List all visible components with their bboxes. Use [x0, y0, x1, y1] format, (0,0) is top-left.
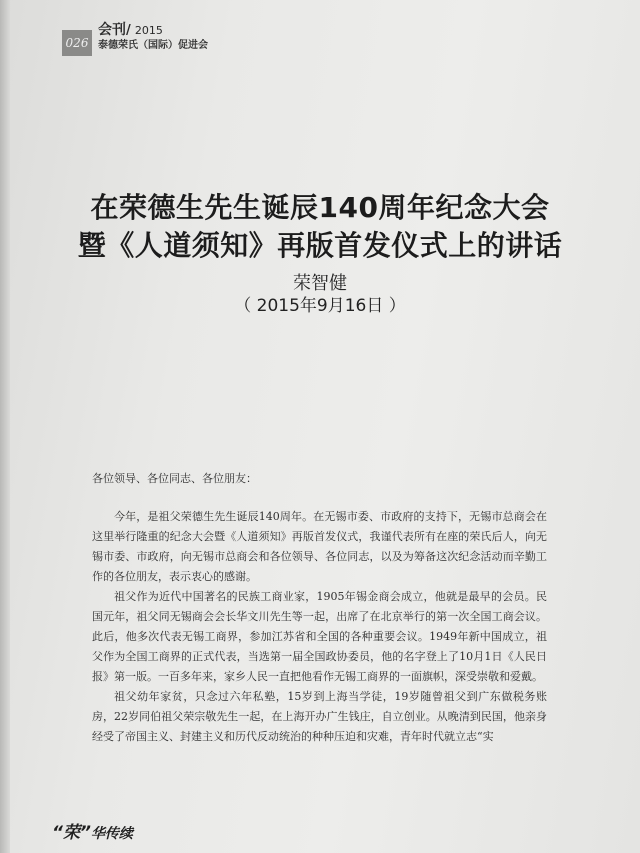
salutation: 各位领导、各位同志、各位朋友：	[92, 472, 257, 485]
article-date: （ 2015年9月16日 ）	[234, 296, 406, 316]
page-footer	[52, 818, 133, 843]
article-title-line-2: 暨《人道须知》再版首发仪式上的讲话	[77, 229, 563, 262]
body-paragraph-3: 祖父幼年家贫，只念过六年私塾，15岁到上海当学徒，19岁随曾祖父到广东做税务账房，22岁同伯祖父荣宗敬先生一起，在上海开办广生钱庄，自立创业。从晚清到民国，他亲身经受了帝国主义、封建主义和历代反动统治的种种压迫和灾难，青年时代就立志“实	[92, 690, 547, 743]
article-title-line-1: 在荣德生先生诞辰140周年纪念大会	[90, 191, 550, 224]
journal-line	[98, 22, 208, 39]
journal-year: 2015	[134, 24, 163, 37]
body-paragraph-1: 今年，是祖父荣德生先生诞辰140周年。在无锡市委、市政府的支持下，无锡市总商会在这里举行隆重的纪念大会暨《人道须知》再版首发仪式，我谨代表所有在座的荣氏后人，向无锡市委、市政府，向无锡市总商会和各位领导、各位同志，以及为筹备这次纪念活动而辛勤工作的各位朋友，表示衷心的感谢。	[92, 510, 547, 583]
footer-text: 华传续	[90, 826, 133, 842]
page-number: 026	[62, 30, 92, 56]
article-body	[92, 469, 547, 747]
article-author: 荣智健	[293, 273, 347, 294]
header-text	[98, 22, 208, 53]
body-paragraph-2: 祖父作为近代中国著名的民族工商业家，1905年锡金商会成立，他就是最早的会员。民国元年，祖父同无锡商会会长华文川先生等一起，出席了在北京举行的第一次全国工商会议。此后，他多次代表无锡工商界，参加江苏省和全国的各种重要会议。1949年新中国成立，祖父作为全国工商界的正式代表，当选第一届全国政协委员，他的名字登上了10月1日《人民日报》第一版。一百多年来，家乡人民一直把他看作无锡工商界的一面旗帜，深受崇敬和爱戴。	[92, 590, 547, 683]
page-edge-shadow	[0, 0, 10, 853]
header-slash: /	[126, 23, 131, 38]
organization-name: 泰德荣氏（国际）促进会	[98, 40, 208, 51]
footer-quote-char: “荣”	[52, 823, 91, 843]
journal-name: 会刊	[98, 22, 126, 38]
